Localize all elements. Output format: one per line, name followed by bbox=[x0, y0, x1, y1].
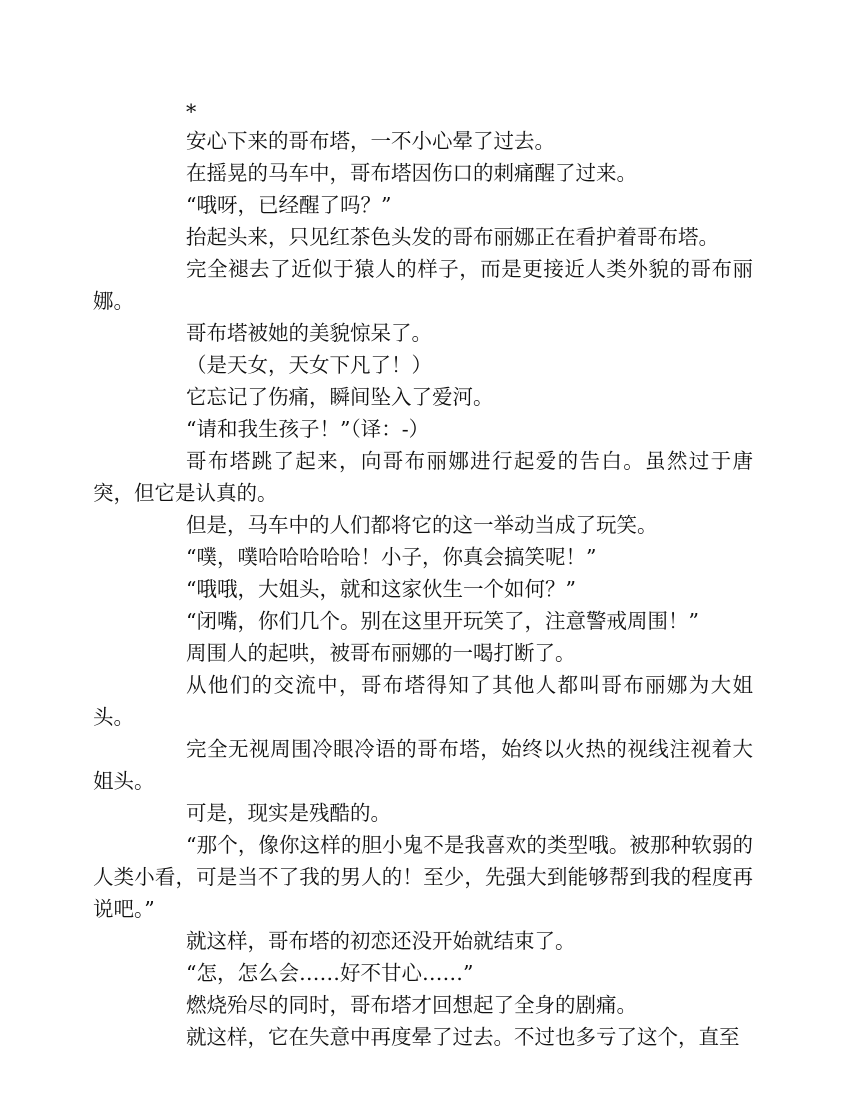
paragraph: （是天女，天女下凡了！） bbox=[186, 353, 432, 377]
paragraph: 哥布塔跳了起来，向哥布丽娜进行起爱的告白。虽然过于唐突，但它是认真的。 bbox=[93, 449, 753, 505]
paragraph: 安心下来的哥布塔，一不小心晕了过去。 bbox=[186, 129, 555, 153]
paragraph: 但是，马车中的人们都将它的这一举动当成了玩笑。 bbox=[186, 513, 658, 537]
paragraph: “噗，噗哈哈哈哈哈！小子，你真会搞笑呢！” bbox=[186, 545, 597, 569]
paragraph: “闭嘴，你们几个。别在这里开玩笑了，注意警戒周围！” bbox=[186, 609, 699, 633]
paragraph: 可是，现实是残酷的。 bbox=[186, 801, 391, 825]
paragraph: “那个，像你这样的胆小鬼不是我喜欢的类型哦。被那种软弱的人类小看，可是当不了我的男人的！至少，先强大到能够帮到我的程度再说吧。” bbox=[93, 833, 753, 921]
paragraph: “哦哦，大姐头，就和这家伙生一个如何？” bbox=[186, 577, 576, 601]
scene-break: * bbox=[186, 100, 197, 124]
paragraph: “哦呀，已经醒了吗？” bbox=[186, 193, 392, 217]
paragraph: 从他们的交流中，哥布塔得知了其他人都叫哥布丽娜为大姐头。 bbox=[93, 673, 753, 729]
paragraph: 它忘记了伤痛，瞬间坠入了爱河。 bbox=[186, 385, 494, 409]
paragraph: “怎，怎么会……好不甘心……” bbox=[186, 961, 474, 985]
paragraph: 就这样，哥布塔的初恋还没开始就结束了。 bbox=[186, 929, 576, 953]
paragraph: “请和我生孩子！”（译：-） bbox=[186, 417, 430, 441]
paragraph: 完全褪去了近似于猿人的样子，而是更接近人类外貌的哥布丽娜。 bbox=[93, 257, 753, 313]
document-body bbox=[93, 99, 753, 1053]
paragraph: 燃烧殆尽的同时，哥布塔才回想起了全身的剧痛。 bbox=[186, 993, 637, 1017]
paragraph: 抬起头来，只见红茶色头发的哥布丽娜正在看护着哥布塔。 bbox=[186, 225, 719, 249]
paragraph: 哥布塔被她的美貌惊呆了。 bbox=[186, 321, 432, 345]
paragraph: 就这样，它在失意中再度晕了过去。不过也多亏了这个，直至 bbox=[186, 1025, 740, 1049]
paragraph: 周围人的起哄，被哥布丽娜的一喝打断了。 bbox=[186, 641, 576, 665]
paragraph: 在摇晃的马车中，哥布塔因伤口的刺痛醒了过来。 bbox=[186, 161, 637, 185]
paragraph: 完全无视周围冷眼冷语的哥布塔，始终以火热的视线注视着大姐头。 bbox=[93, 737, 753, 793]
